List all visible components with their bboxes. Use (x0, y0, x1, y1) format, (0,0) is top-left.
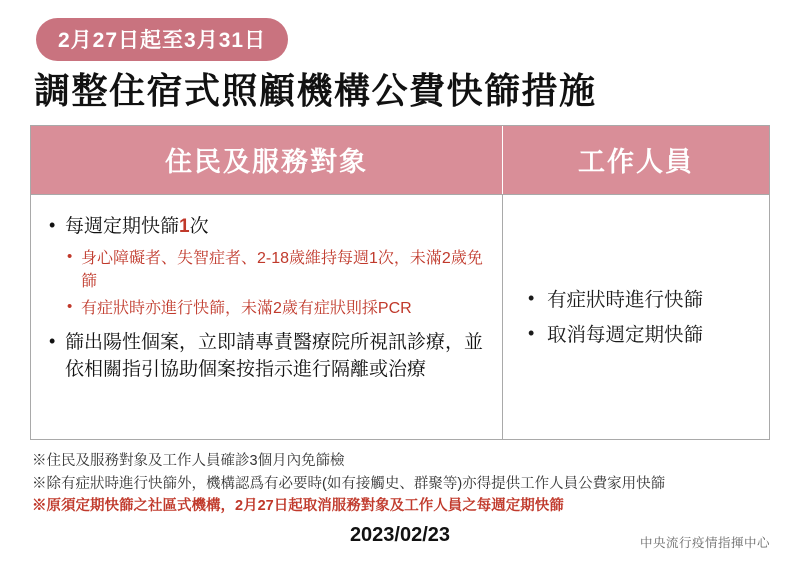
date-range-badge: 2月27日起至3月31日 (36, 18, 288, 61)
item-text-before: 每週定期快篩 (65, 216, 180, 238)
list-item: • 身心障礙者、失智症者、2-18歲維持每週1次，未滿2歲免篩 (65, 247, 488, 293)
organization-name: 中央流行疫情指揮中心 (639, 536, 770, 550)
cell-residents (31, 194, 503, 439)
column-header-residents: 住民及服務對象 (31, 126, 503, 194)
note-line: ※住民及服務對象及工作人員確診3個月內免篩檢 (32, 453, 345, 470)
table-header-row (31, 126, 769, 194)
cell-staff (503, 194, 769, 439)
table-body-row (31, 194, 769, 439)
publish-date: 2023/02/23 (349, 524, 451, 546)
list-item: • 有症狀時亦進行快篩，未滿2歲有症狀則採PCR (65, 297, 488, 320)
note-line-emphasis: ※原須定期快篩之社區式機構，2月27日起取消服務對象及工作人員之每週定期快篩 (32, 498, 564, 515)
note-line: ※除有症狀時進行快篩外，機構認爲有必要時(如有接觸史、群聚等)亦得提供工作人員公費家用快篩 (32, 475, 666, 492)
item-text-before: 篩出陽性個案，立即請專責醫療院所視訊診療，並依相關指引協助個案按指示進行隔離或治療 (65, 331, 484, 381)
residents-list (47, 213, 488, 383)
column-header-staff: 工作人員 (578, 147, 694, 178)
residents-sublist (65, 247, 488, 321)
notes-section (32, 450, 770, 517)
page-title: 調整住宿式照顧機構公費快篩措施 (34, 70, 597, 111)
staff-list (525, 286, 703, 357)
item-highlight: 1 (179, 216, 190, 238)
list-item: • 有症狀時進行快篩 (525, 286, 703, 315)
list-item: • 取消每週定期快篩 (525, 321, 703, 350)
list-item (47, 213, 488, 320)
list-item (47, 329, 488, 384)
policy-table (30, 125, 770, 440)
footer (0, 524, 800, 558)
item-text-after: 次 (189, 216, 209, 238)
